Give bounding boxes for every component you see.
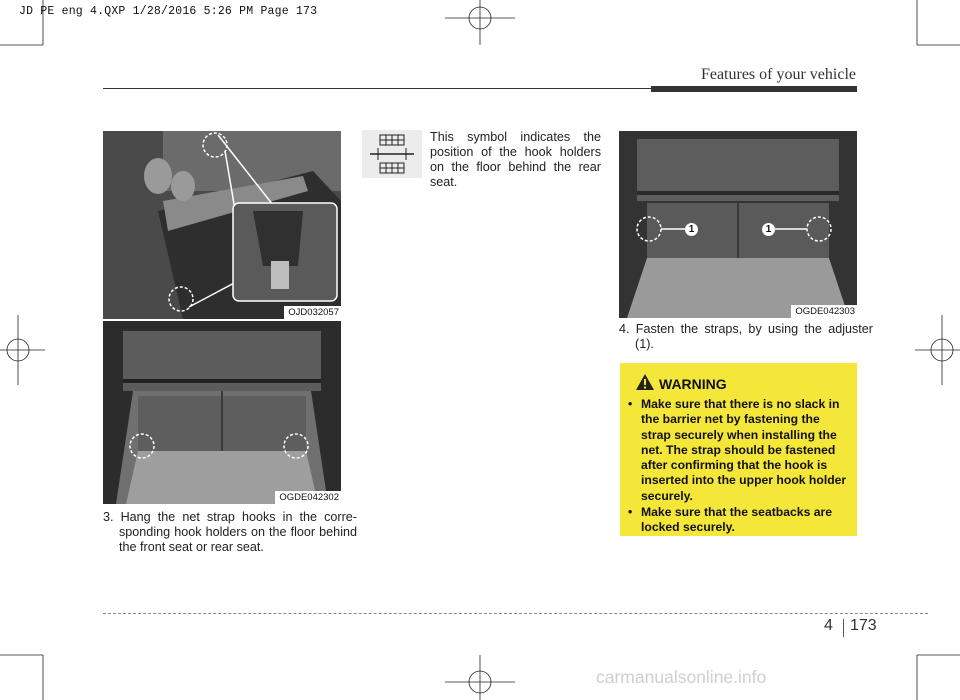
registration-mark-bottom <box>445 655 515 700</box>
warning-triangle-icon <box>635 373 655 391</box>
callout-marker: 1 <box>762 223 775 236</box>
registration-mark-left <box>0 315 45 385</box>
hook-holder-symbol-icon <box>362 130 422 178</box>
callout-marker: 1 <box>685 223 698 236</box>
footer-dashed-rule <box>103 613 928 614</box>
warning-item <box>628 505 850 536</box>
figure-floor-hook-holders-photo <box>103 321 341 504</box>
header-accent-bar <box>651 86 857 92</box>
page-number-separator <box>843 619 844 637</box>
strap-adjuster-illustration <box>619 131 857 318</box>
figure-strap-adjuster-photo <box>619 131 857 318</box>
cargo-floor-illustration <box>103 321 341 504</box>
header-rule <box>103 88 651 89</box>
symbol-description-text: This symbol indicates the position of the hook holders on the floor behind the rear seat. <box>430 130 601 189</box>
warning-box <box>620 363 857 536</box>
warning-title: WARNING <box>659 376 727 392</box>
figure-hook-holder-photo <box>103 131 341 319</box>
section-header-title: Features of your vehicle <box>700 66 856 83</box>
figure-code-label: OGDE042303 <box>791 305 857 318</box>
warning-item <box>628 397 850 504</box>
page-number: 173 <box>850 617 877 634</box>
watermark: carmanualsonline.info <box>596 667 767 687</box>
print-slug-line: JD PE eng 4.QXP 1/28/2016 5:26 PM Page 173 <box>19 5 318 18</box>
step-4-text: 4. Fasten the straps, by using the adjuster (1). <box>619 322 873 351</box>
bullet-icon: • <box>628 505 633 520</box>
hook-holder-symbol <box>362 130 422 178</box>
figure-code-label: OGDE042302 <box>275 491 341 504</box>
warning-item-text: Make sure that the seatbacks are locked securely. <box>641 505 833 535</box>
registration-mark-right <box>915 315 960 385</box>
step-3-text: 3. Hang the net strap hooks in the corre-sponding hook holders on the floor behind the front seat or rear seat. <box>103 510 357 554</box>
bullet-icon: • <box>628 397 633 411</box>
chapter-number: 4 <box>824 617 833 634</box>
warning-list <box>628 397 850 537</box>
cargo-area-illustration <box>103 131 341 319</box>
figure-code-label: OJD032057 <box>284 306 341 319</box>
registration-mark-top <box>445 0 515 45</box>
warning-item-text: Make sure that there is no slack in the barrier net by fastening the strap securely when installing the net. The strap should be fastened after confirming that the hook is inserted into the upper hook holder securely. <box>641 397 847 503</box>
